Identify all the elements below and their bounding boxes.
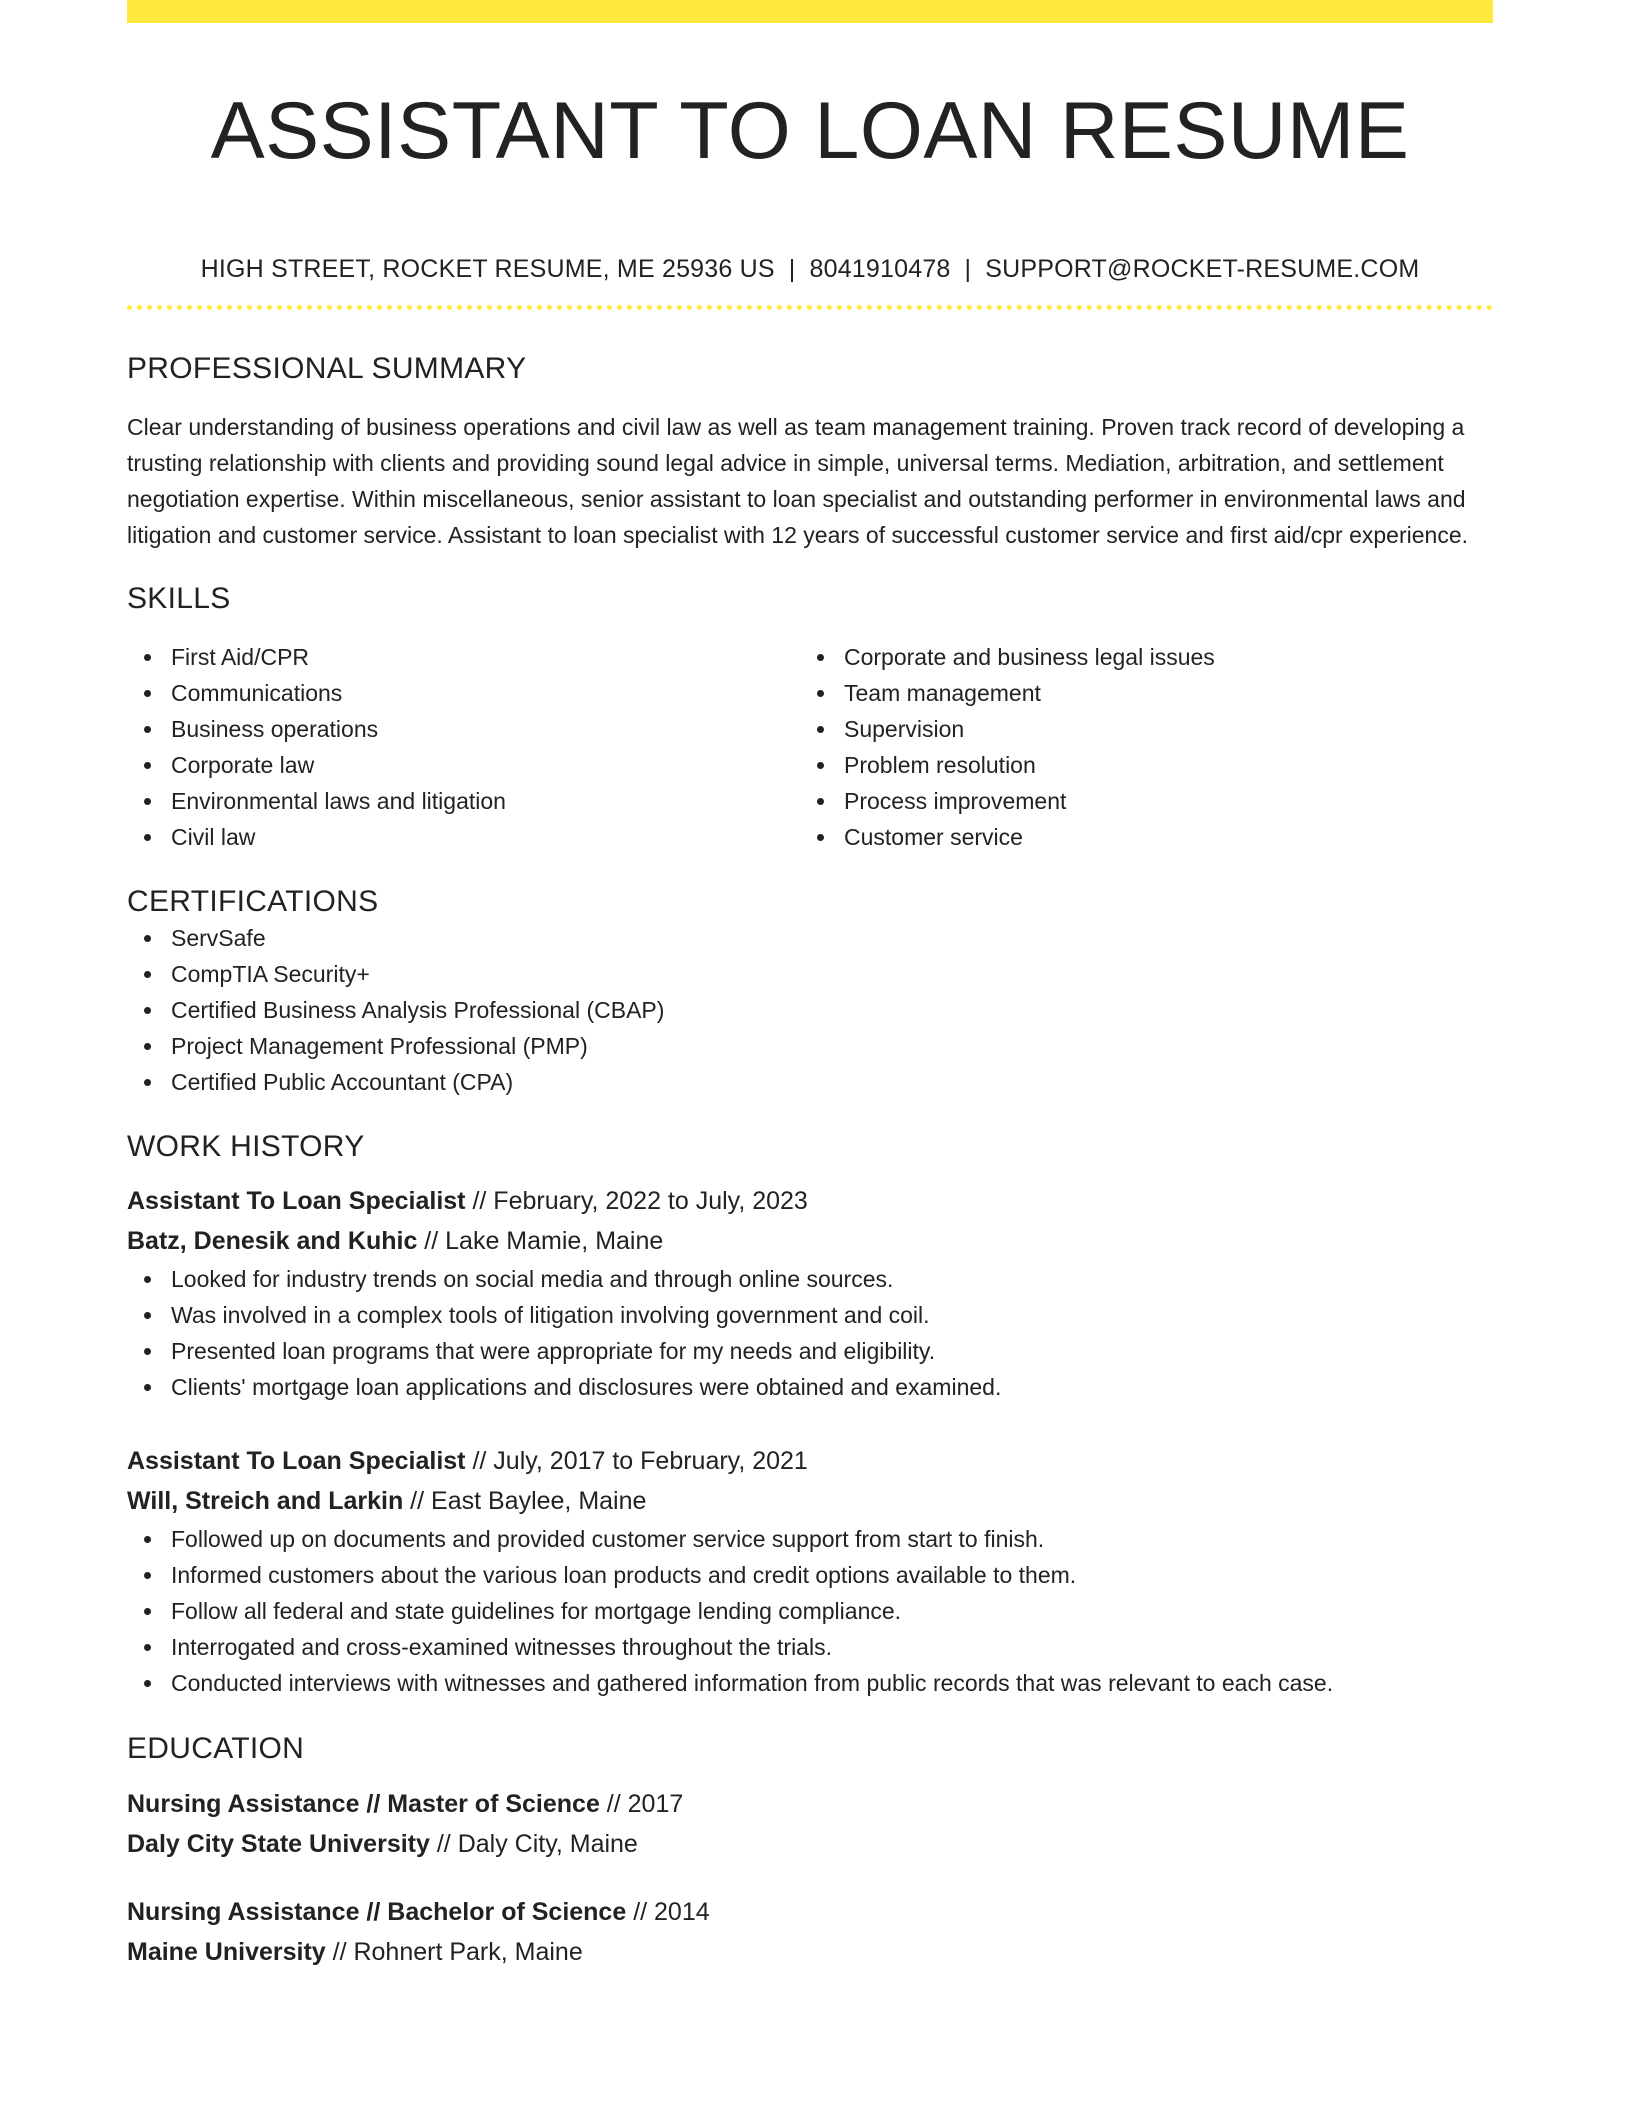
job-company: Batz, Denesik and Kuhic (127, 1227, 418, 1255)
certification-item (127, 1064, 1493, 1100)
education-school-line (127, 1932, 1493, 1972)
job-title-line (127, 1181, 1493, 1221)
contact-address: HIGH STREET, ROCKET RESUME, ME 25936 US (200, 255, 775, 283)
skill-item (127, 711, 800, 747)
skills-list-left (127, 639, 800, 855)
job-company-line (127, 1221, 1493, 1261)
skill-label: Corporate law (171, 752, 315, 778)
bullet-icon (144, 1276, 151, 1283)
job-duty-item (127, 1557, 1493, 1593)
certification-item (127, 992, 1493, 1028)
bullet-icon (144, 690, 151, 697)
job-location: // East Baylee, Maine (403, 1487, 647, 1515)
bullet-icon (144, 1079, 151, 1086)
bullet-icon (144, 1007, 151, 1014)
job-duty-item (127, 1521, 1493, 1557)
bullet-icon (144, 1536, 151, 1543)
education-year: // 2017 (599, 1790, 684, 1818)
certification-label: Certified Business Analysis Professional (CBAP) (171, 997, 665, 1023)
skill-item (127, 747, 800, 783)
job-duty-item (127, 1261, 1493, 1297)
education-location: // Daly City, Maine (429, 1830, 638, 1858)
job-title: Assistant To Loan Specialist (127, 1447, 466, 1475)
education-school: Daly City State University (127, 1830, 430, 1858)
bullet-icon (144, 935, 151, 942)
job-duty-text: Followed up on documents and provided customer service support from start to finish. (171, 1526, 1045, 1552)
skill-item (127, 783, 800, 819)
skill-label: Process improvement (844, 788, 1067, 814)
contact-separator: | (788, 255, 796, 283)
skill-label: Supervision (844, 716, 965, 742)
education-degree-line (127, 1892, 1493, 1932)
education-year: // 2014 (626, 1898, 710, 1926)
bullet-icon (144, 726, 151, 733)
certifications-list (127, 920, 1493, 1100)
skill-item (127, 675, 800, 711)
skill-item (800, 819, 1473, 855)
bullet-icon (144, 834, 151, 841)
certification-label: ServSafe (171, 925, 266, 951)
job-duty-item (127, 1333, 1493, 1369)
job-dates: // July, 2017 to February, 2021 (465, 1447, 808, 1475)
summary-heading: PROFESSIONAL SUMMARY (127, 352, 527, 385)
skill-item (800, 747, 1473, 783)
summary-text: Clear understanding of business operations and civil law as well as team management training. Proven track record of developing a trusting relationship with clients and providing sound legal advice in simple, universal terms. Mediation, arbitration, and settlement negotiation expertise. Within miscellaneous, senior assistant to loan specialist and outstanding performer in environmental laws and litigation and customer service. Assistant to loan specialist with 12 years of successful customer service and first aid/cpr experience. (127, 414, 1468, 548)
skill-item (127, 639, 800, 675)
skill-label: Civil law (171, 824, 256, 850)
bullet-icon (817, 798, 824, 805)
certification-label: Project Management Professional (PMP) (171, 1033, 588, 1059)
job-duty-text: Follow all federal and state guidelines for mortgage lending compliance. (171, 1598, 902, 1624)
dotted-divider (127, 305, 1493, 310)
certifications-heading: CERTIFICATIONS (127, 885, 379, 918)
bullet-icon (144, 1572, 151, 1579)
bullet-icon (817, 654, 824, 661)
skill-label: First Aid/CPR (171, 644, 310, 670)
bullet-icon (144, 1384, 151, 1391)
skill-label: Environmental laws and litigation (171, 788, 506, 814)
skills-heading: SKILLS (127, 582, 231, 615)
bullet-icon (144, 1644, 151, 1651)
education-location: // Rohnert Park, Maine (325, 1938, 583, 1966)
skills-grid (127, 639, 1493, 855)
job-company: Will, Streich and Larkin (127, 1487, 404, 1515)
bullet-icon (144, 654, 151, 661)
job-title-line (127, 1441, 1493, 1481)
bullet-icon (144, 1348, 151, 1355)
bullet-icon (144, 1680, 151, 1687)
job-location: // Lake Mamie, Maine (417, 1227, 664, 1255)
bullet-icon (144, 1312, 151, 1319)
skill-label: Business operations (171, 716, 379, 742)
skills-column-left (127, 639, 800, 855)
skill-item (127, 819, 800, 855)
job-duty-text: Looked for industry trends on social media and through online sources. (171, 1266, 894, 1292)
resume-content (127, 0, 1493, 1972)
job-duty-text: Was involved in a complex tools of litigation involving government and coil. (171, 1302, 930, 1328)
bullet-icon (817, 726, 824, 733)
certification-item (127, 1028, 1493, 1064)
contact-email: SUPPORT@ROCKET-RESUME.COM (985, 255, 1420, 283)
job-title: Assistant To Loan Specialist (127, 1187, 466, 1215)
job-duty-text: Conducted interviews with witnesses and gathered information from public records that was relevant to each case. (171, 1670, 1334, 1696)
contact-separator: | (964, 255, 972, 283)
bullet-icon (817, 690, 824, 697)
skill-item (800, 711, 1473, 747)
job-duty-item (127, 1629, 1493, 1665)
work-history-heading: WORK HISTORY (127, 1130, 365, 1163)
education-degree: Nursing Assistance // Master of Science (127, 1790, 600, 1818)
page-title: ASSISTANT TO LOAN RESUME (210, 86, 1410, 176)
skill-label: Problem resolution (844, 752, 1036, 778)
job-duty-text: Clients' mortgage loan applications and disclosures were obtained and examined. (171, 1374, 1002, 1400)
job-company-line (127, 1481, 1493, 1521)
job-duties-list (127, 1521, 1493, 1701)
job-duty-item (127, 1369, 1493, 1405)
job-duty-text: Interrogated and cross-examined witnesses throughout the trials. (171, 1634, 832, 1660)
bullet-icon (144, 762, 151, 769)
bullet-icon (144, 798, 151, 805)
certification-item (127, 956, 1493, 992)
job-duty-text: Presented loan programs that were appropriate for my needs and eligibility. (171, 1338, 936, 1364)
skill-item (800, 639, 1473, 675)
top-accent-bar (127, 0, 1493, 23)
skill-item (800, 675, 1473, 711)
bullet-icon (144, 1608, 151, 1615)
skill-label: Team management (844, 680, 1041, 706)
skills-column-right (800, 639, 1473, 855)
education-degree: Nursing Assistance // Bachelor of Science (127, 1898, 627, 1926)
skill-item (800, 783, 1473, 819)
education-heading: EDUCATION (127, 1732, 305, 1765)
job-entry (127, 1441, 1493, 1701)
bullet-icon (144, 1043, 151, 1050)
skill-label: Corporate and business legal issues (844, 644, 1215, 670)
bullet-icon (817, 834, 824, 841)
certification-label: Certified Public Accountant (CPA) (171, 1069, 514, 1095)
education-degree-line (127, 1784, 1493, 1824)
skills-list-right (800, 639, 1473, 855)
bullet-icon (144, 971, 151, 978)
contact-line (127, 253, 1493, 285)
education-entry (127, 1892, 1493, 1972)
education-school: Maine University (127, 1938, 326, 1966)
job-duty-item (127, 1297, 1493, 1333)
skill-label: Communications (171, 680, 343, 706)
certification-item (127, 920, 1493, 956)
skill-label: Customer service (844, 824, 1023, 850)
job-dates: // February, 2022 to July, 2023 (465, 1187, 808, 1215)
bullet-icon (817, 762, 824, 769)
job-entry (127, 1181, 1493, 1405)
job-duty-item (127, 1665, 1493, 1701)
education-school-line (127, 1824, 1493, 1864)
job-duty-text: Informed customers about the various loan products and credit options available to them. (171, 1562, 1077, 1588)
contact-phone: 8041910478 (809, 255, 951, 283)
certification-label: CompTIA Security+ (171, 961, 370, 987)
education-entry (127, 1784, 1493, 1864)
job-duty-item (127, 1593, 1493, 1629)
job-duties-list (127, 1261, 1493, 1405)
